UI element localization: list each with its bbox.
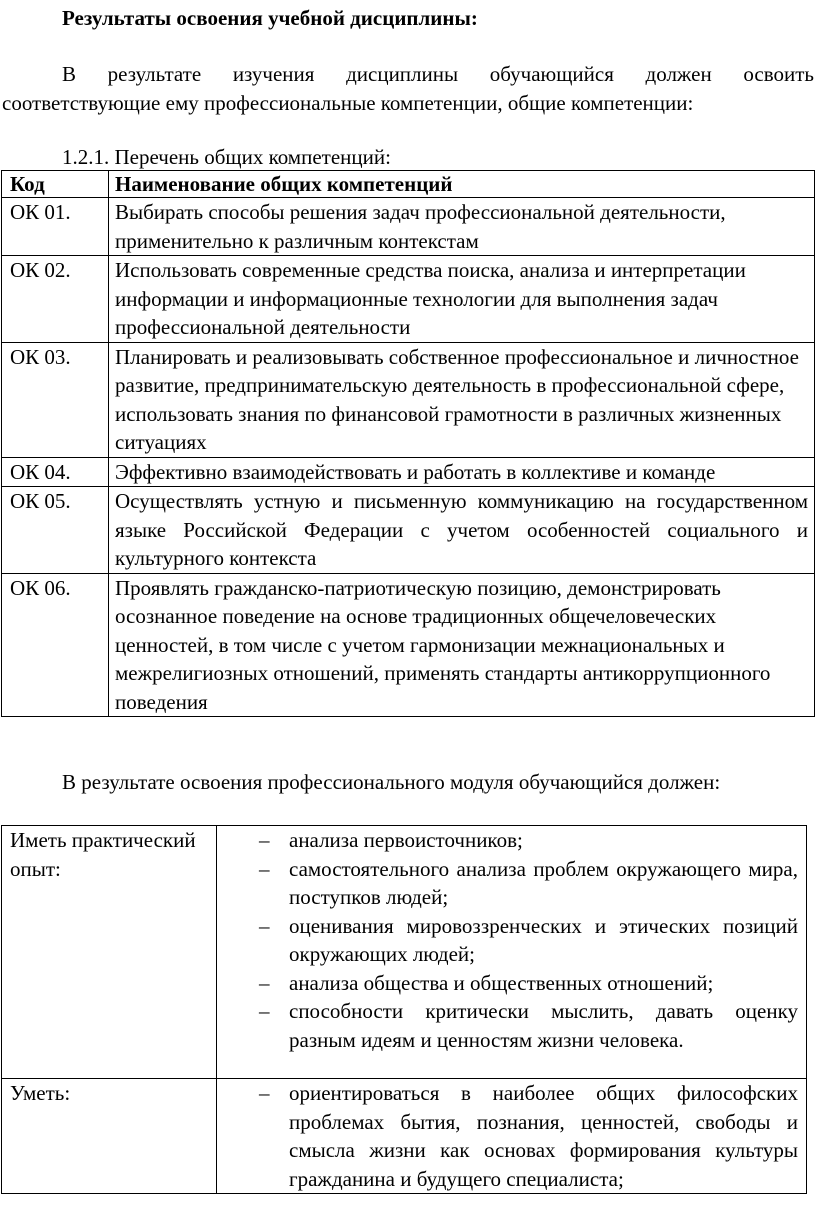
dash-marker: – xyxy=(259,1081,270,1105)
competency-text: Планировать и реализовывать собственное профессиональное и личностное развитие, предпринимательскую деятельность в профессиональной сфере, использовать знания по финансовой грамотности в различных жизненных ситуациях xyxy=(109,342,815,457)
competency-code: ОК 01. xyxy=(2,198,109,256)
list-item xyxy=(259,1079,798,1193)
table-header-row xyxy=(2,171,815,198)
abilities-label: Уметь: xyxy=(2,1079,217,1194)
module-skills-table xyxy=(1,825,807,1194)
list-item-text: самостоятельного анализа проблем окружающего мира, поступков людей; xyxy=(289,856,798,909)
list-item-text: ориентироваться в наиболее общих философских проблемах бытия, познания, ценностей, свободы и смысла жизни как основах формирования культуры гражданина и будущего специалиста; xyxy=(289,1081,798,1191)
name-column-header: Наименование общих компетенций xyxy=(109,171,815,198)
competency-code: ОК 02. xyxy=(2,256,109,343)
competency-text: Выбирать способы решения задач профессиональной деятельности, применительно к различным контекстам xyxy=(109,198,815,256)
table-row xyxy=(2,198,815,256)
table-row xyxy=(2,342,815,457)
competency-code: ОК 04. xyxy=(2,457,109,487)
competency-code: ОК 03. xyxy=(2,342,109,457)
competency-text: Осуществлять устную и письменную коммуникацию на государственном языке Российской Федерации с учетом особенностей социального и культурного контекста xyxy=(109,487,815,574)
table-row xyxy=(2,256,815,343)
list-item xyxy=(259,969,798,998)
abilities-list xyxy=(225,1079,798,1193)
competency-code: ОК 06. xyxy=(2,573,109,717)
table-row xyxy=(2,826,807,1079)
list-item xyxy=(259,855,798,912)
list-item-text: анализа общества и общественных отношений; xyxy=(289,970,714,995)
dash-marker: – xyxy=(259,856,270,881)
list-item-text: анализа первоисточников; xyxy=(289,828,523,852)
table-row xyxy=(2,573,815,717)
code-column-header: Код xyxy=(2,171,109,198)
table-row xyxy=(2,487,815,574)
practice-items-cell xyxy=(217,826,807,1079)
dash-marker: – xyxy=(259,913,270,938)
competency-text: Использовать современные средства поиска, анализа и интерпретации информации и информационные технологии для выполнения задач профессиональной деятельности xyxy=(109,256,815,343)
table-row xyxy=(2,457,815,487)
list-item-text: способности критически мыслить, давать оценку разным идеям и ценностям жизни человека. xyxy=(289,999,798,1052)
competency-code: ОК 05. xyxy=(2,487,109,574)
practice-list xyxy=(225,826,798,1054)
abilities-items-cell xyxy=(217,1079,807,1194)
section-heading: Результаты освоения учебной дисциплины: xyxy=(62,6,478,30)
list-item xyxy=(259,997,798,1054)
competency-text: Проявлять гражданско-патриотическую позицию, демонстрировать осознанное поведение на основе традиционных общечеловеческих ценностей, в том числе с учетом гармонизации межнациональных и межрелигиозных отношений, применять стандарты антикоррупционного поведения xyxy=(109,573,815,717)
list-item-text: оценивания мировоззренческих и этических позиций окружающих людей; xyxy=(289,913,798,966)
intro-paragraph: В результате изучения дисциплины обучающийся должен освоить соответствующие ему профессиональные компетенции, общие компетенции: xyxy=(2,62,814,115)
competency-text: Эффективно взаимодействовать и работать в коллективе и команде xyxy=(109,457,815,487)
dash-marker: – xyxy=(259,970,270,995)
list-item xyxy=(259,826,798,855)
dash-marker: – xyxy=(259,828,270,852)
list-item xyxy=(259,912,798,969)
dash-marker: – xyxy=(259,999,270,1023)
practice-label: Иметь практический опыт: xyxy=(2,826,217,1079)
module-results-paragraph: В результате освоения профессионального модуля обучающийся должен: xyxy=(62,770,721,794)
competencies-list-title: 1.2.1. Перечень общих компетенций: xyxy=(62,145,391,169)
table-row xyxy=(2,1079,807,1194)
general-competencies-table xyxy=(1,170,815,717)
